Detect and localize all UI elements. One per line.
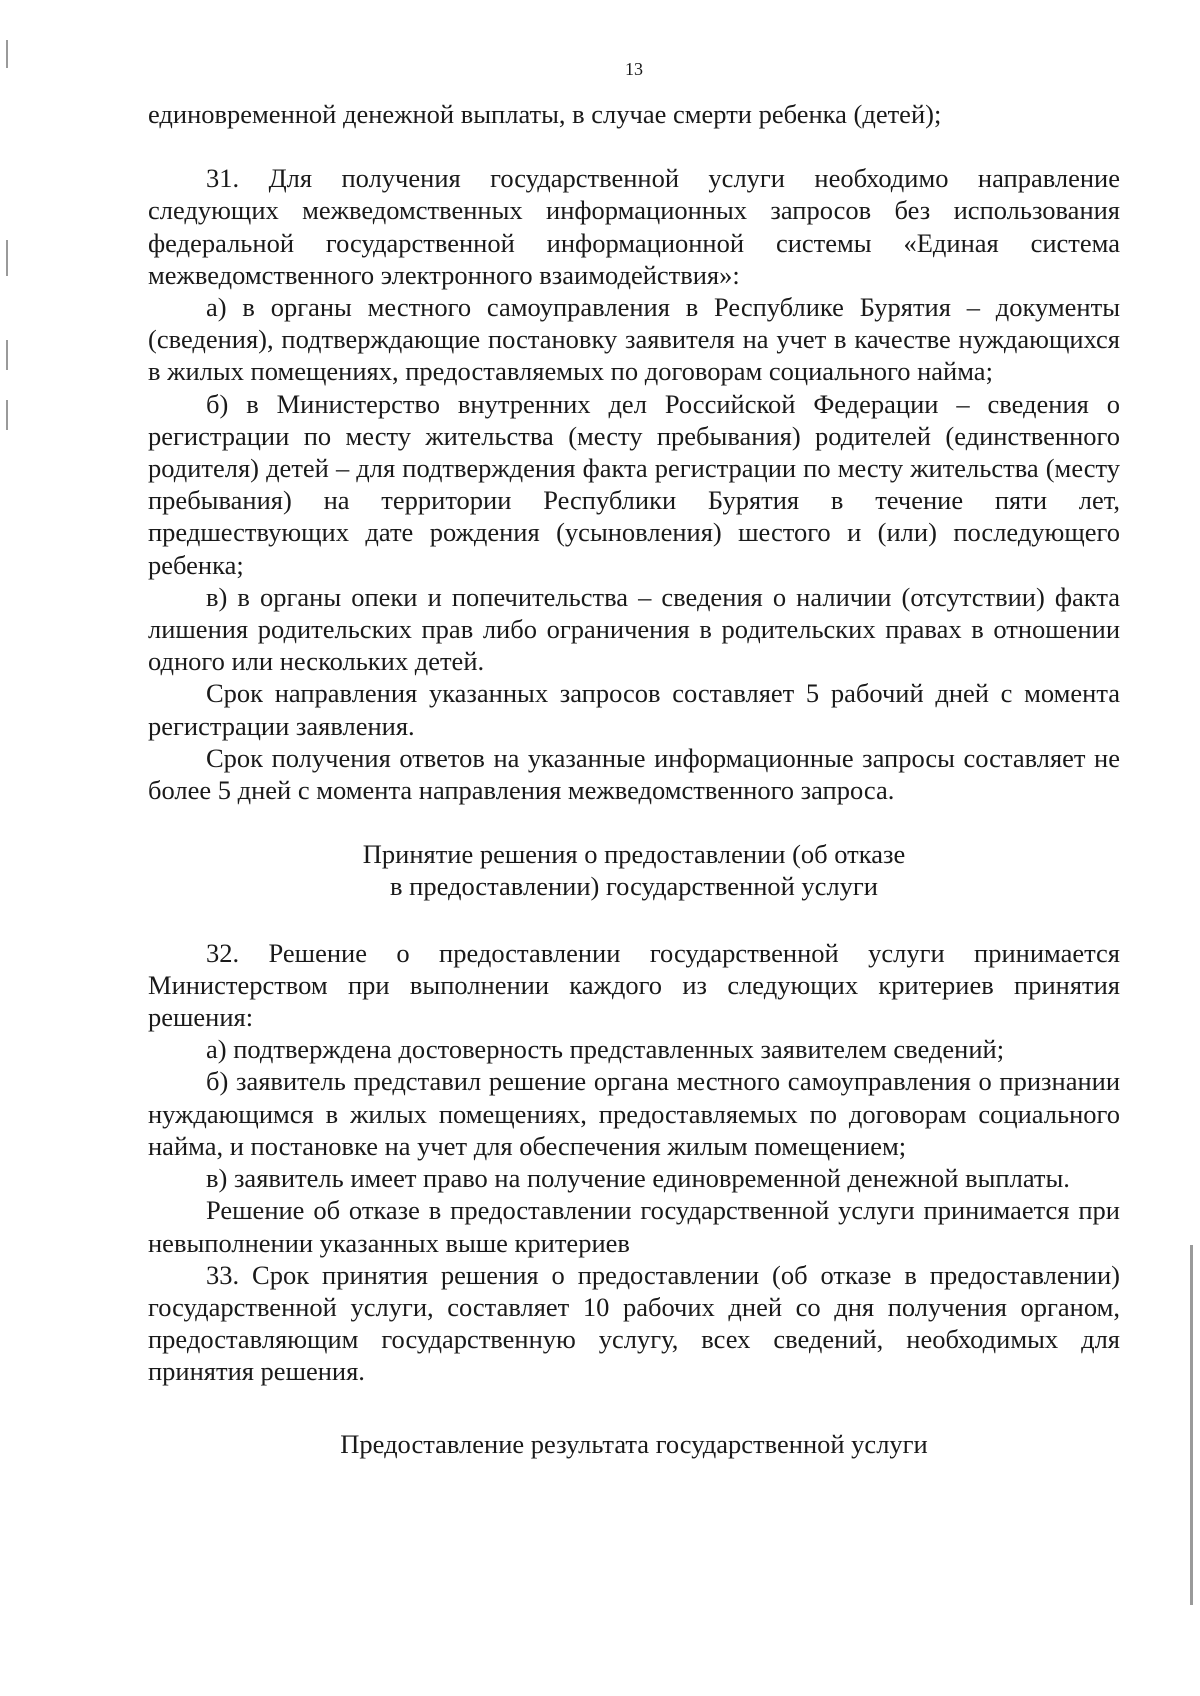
scan-edge-mark: [6, 400, 8, 430]
section-decision: [148, 937, 1120, 1388]
paragraph-continuation: единовременной денежной выплаты, в случае смерти ребенка (детей);: [148, 99, 942, 129]
section-heading-line: Принятие решения о предоставлении (об отказе: [362, 839, 906, 870]
page-number: 13: [625, 59, 643, 79]
section-interagency-requests: [148, 162, 1120, 806]
paragraph-32-a: а) подтверждена достоверность представленных заявителем сведений;: [206, 1034, 1005, 1065]
paragraph-31: 31. Для получения государственной услуги необходимо направление следующих межведомственных информационных запросов без использования федеральной государственной информационной системы «Единая система межведомственного электронного взаимодействия»:: [148, 163, 1120, 290]
scan-edge-mark: [1190, 1245, 1193, 1605]
paragraph-33: 33. Срок принятия решения о предоставлении (об отказе в предоставлении) государственной услуги, составляет 10 рабочих дней со дня получения органом, предоставляющим государственную услугу, всех сведений, необходимых для принятия решения.: [148, 1259, 1120, 1387]
paragraph-32-b: б) заявитель представил решение органа местного самоуправления о признании нуждающимся в жилых помещениях, предоставляемых по договорам социального найма, и постановке на учет для обеспечения жилым помещением;: [148, 1066, 1120, 1161]
paragraph-refusal: Решение об отказе в предоставлении государственной услуги принимается при невыполнении указанных выше критериев: [148, 1195, 1120, 1258]
scan-edge-mark: [6, 240, 8, 276]
scan-edge-mark: [6, 340, 8, 370]
paragraph-31-b: б) в Министерство внутренних дел Российской Федерации – сведения о регистрации по месту жительства (месту пребывания) родителей (единственного родителя) детей – для подтверждения факта регистрации по месту жительства (месту пребывания) на территории Республики Бурятия в течение пяти лет, предшествующих дате рождения (усыновления) шестого и (или) последующего ребенка;: [148, 388, 1120, 580]
paragraph-31-a: а) в органы местного самоуправления в Республике Бурятия – документы (сведения), подтверждающие постановку заявителя на учет в качестве нуждающихся в жилых помещениях, предоставляемых по договорам социального найма;: [148, 292, 1120, 387]
scan-edge-mark: [6, 40, 8, 68]
paragraph-response-deadline: Срок получения ответов на указанные информационные запросы составляет не более 5 дней с момента направления межведомственного запроса.: [148, 742, 1120, 806]
section-heading-decision: [148, 838, 1120, 902]
paragraph-request-deadline: Срок направления указанных запросов составляет 5 рабочий дней с момента регистрации заявления.: [148, 678, 1120, 741]
document-page: [148, 60, 1120, 1660]
section-heading-line: в предоставлении) государственной услуги: [390, 871, 878, 902]
section-heading-result: Предоставление результата государственной услуги: [340, 1428, 928, 1459]
paragraph-32: 32. Решение о предоставлении государственной услуги принимается Министерством при выполнении каждого из следующих критериев принятия решения:: [148, 937, 1120, 1033]
paragraph-31-v: в) в органы опеки и попечительства – сведения о наличии (отсутствии) факта лишения родительских прав либо ограничения в родительских правах в отношении одного или нескольких детей.: [148, 581, 1120, 677]
paragraph-32-v: в) заявитель имеет право на получение единовременной денежной выплаты.: [206, 1163, 1070, 1194]
